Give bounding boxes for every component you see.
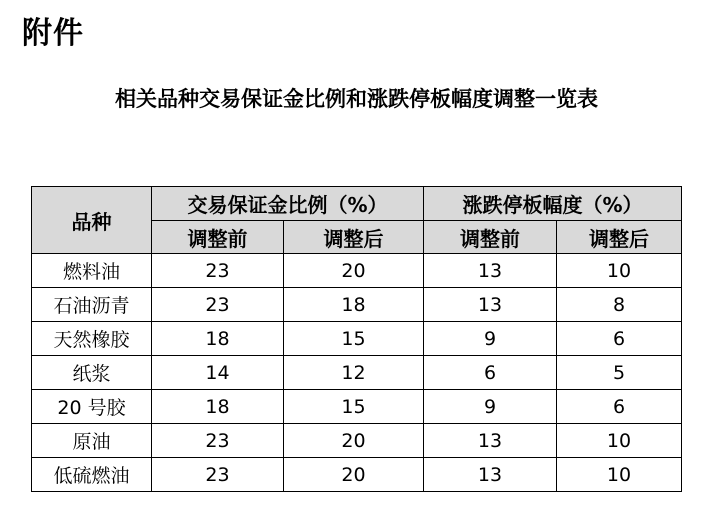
margin-after-cell: 18 bbox=[284, 288, 424, 322]
variety-cell: 燃料油 bbox=[32, 254, 152, 288]
limit-before-cell: 6 bbox=[424, 356, 557, 390]
margin-before-cell: 23 bbox=[152, 288, 284, 322]
margin-after-cell: 15 bbox=[284, 390, 424, 424]
margin-after-header: 调整后 bbox=[284, 221, 424, 254]
margin-ratio-header: 交易保证金比例（%） bbox=[152, 187, 424, 221]
table-body bbox=[32, 254, 682, 492]
limit-after-cell: 5 bbox=[557, 356, 682, 390]
limit-before-cell: 13 bbox=[424, 254, 557, 288]
variety-cell: 纸浆 bbox=[32, 356, 152, 390]
limit-after-cell: 6 bbox=[557, 322, 682, 356]
table-row bbox=[32, 356, 682, 390]
price-limit-header: 涨跌停板幅度（%） bbox=[424, 187, 682, 221]
variety-cell: 石油沥青 bbox=[32, 288, 152, 322]
variety-header: 品种 bbox=[32, 187, 152, 254]
limit-after-cell: 10 bbox=[557, 458, 682, 492]
margin-after-cell: 20 bbox=[284, 254, 424, 288]
margin-before-cell: 23 bbox=[152, 424, 284, 458]
limit-after-cell: 10 bbox=[557, 254, 682, 288]
margin-before-cell: 23 bbox=[152, 254, 284, 288]
document-title: 相关品种交易保证金比例和涨跌停板幅度调整一览表 bbox=[115, 87, 598, 111]
margin-before-cell: 14 bbox=[152, 356, 284, 390]
table-row bbox=[32, 458, 682, 492]
margin-after-cell: 20 bbox=[284, 424, 424, 458]
limit-before-cell: 13 bbox=[424, 424, 557, 458]
table-header bbox=[32, 187, 682, 254]
margin-before-cell: 18 bbox=[152, 390, 284, 424]
table-row bbox=[32, 424, 682, 458]
limit-before-cell: 13 bbox=[424, 458, 557, 492]
adjustment-table bbox=[31, 186, 682, 492]
limit-before-cell: 9 bbox=[424, 322, 557, 356]
margin-before-cell: 18 bbox=[152, 322, 284, 356]
limit-after-header: 调整后 bbox=[557, 221, 682, 254]
variety-cell: 原油 bbox=[32, 424, 152, 458]
table-row bbox=[32, 390, 682, 424]
margin-before-header: 调整前 bbox=[152, 221, 284, 254]
margin-after-cell: 12 bbox=[284, 356, 424, 390]
margin-after-cell: 20 bbox=[284, 458, 424, 492]
margin-before-cell: 23 bbox=[152, 458, 284, 492]
attachment-label: 附件 bbox=[22, 16, 84, 51]
limit-before-header: 调整前 bbox=[424, 221, 557, 254]
variety-cell: 天然橡胶 bbox=[32, 322, 152, 356]
limit-after-cell: 10 bbox=[557, 424, 682, 458]
limit-before-cell: 9 bbox=[424, 390, 557, 424]
limit-after-cell: 6 bbox=[557, 390, 682, 424]
table-row bbox=[32, 254, 682, 288]
limit-before-cell: 13 bbox=[424, 288, 557, 322]
limit-after-cell: 8 bbox=[557, 288, 682, 322]
table-row bbox=[32, 288, 682, 322]
margin-after-cell: 15 bbox=[284, 322, 424, 356]
header-row-top bbox=[32, 187, 682, 221]
variety-cell: 低硫燃油 bbox=[32, 458, 152, 492]
table-row bbox=[32, 322, 682, 356]
variety-cell: 20 号胶 bbox=[32, 390, 152, 424]
